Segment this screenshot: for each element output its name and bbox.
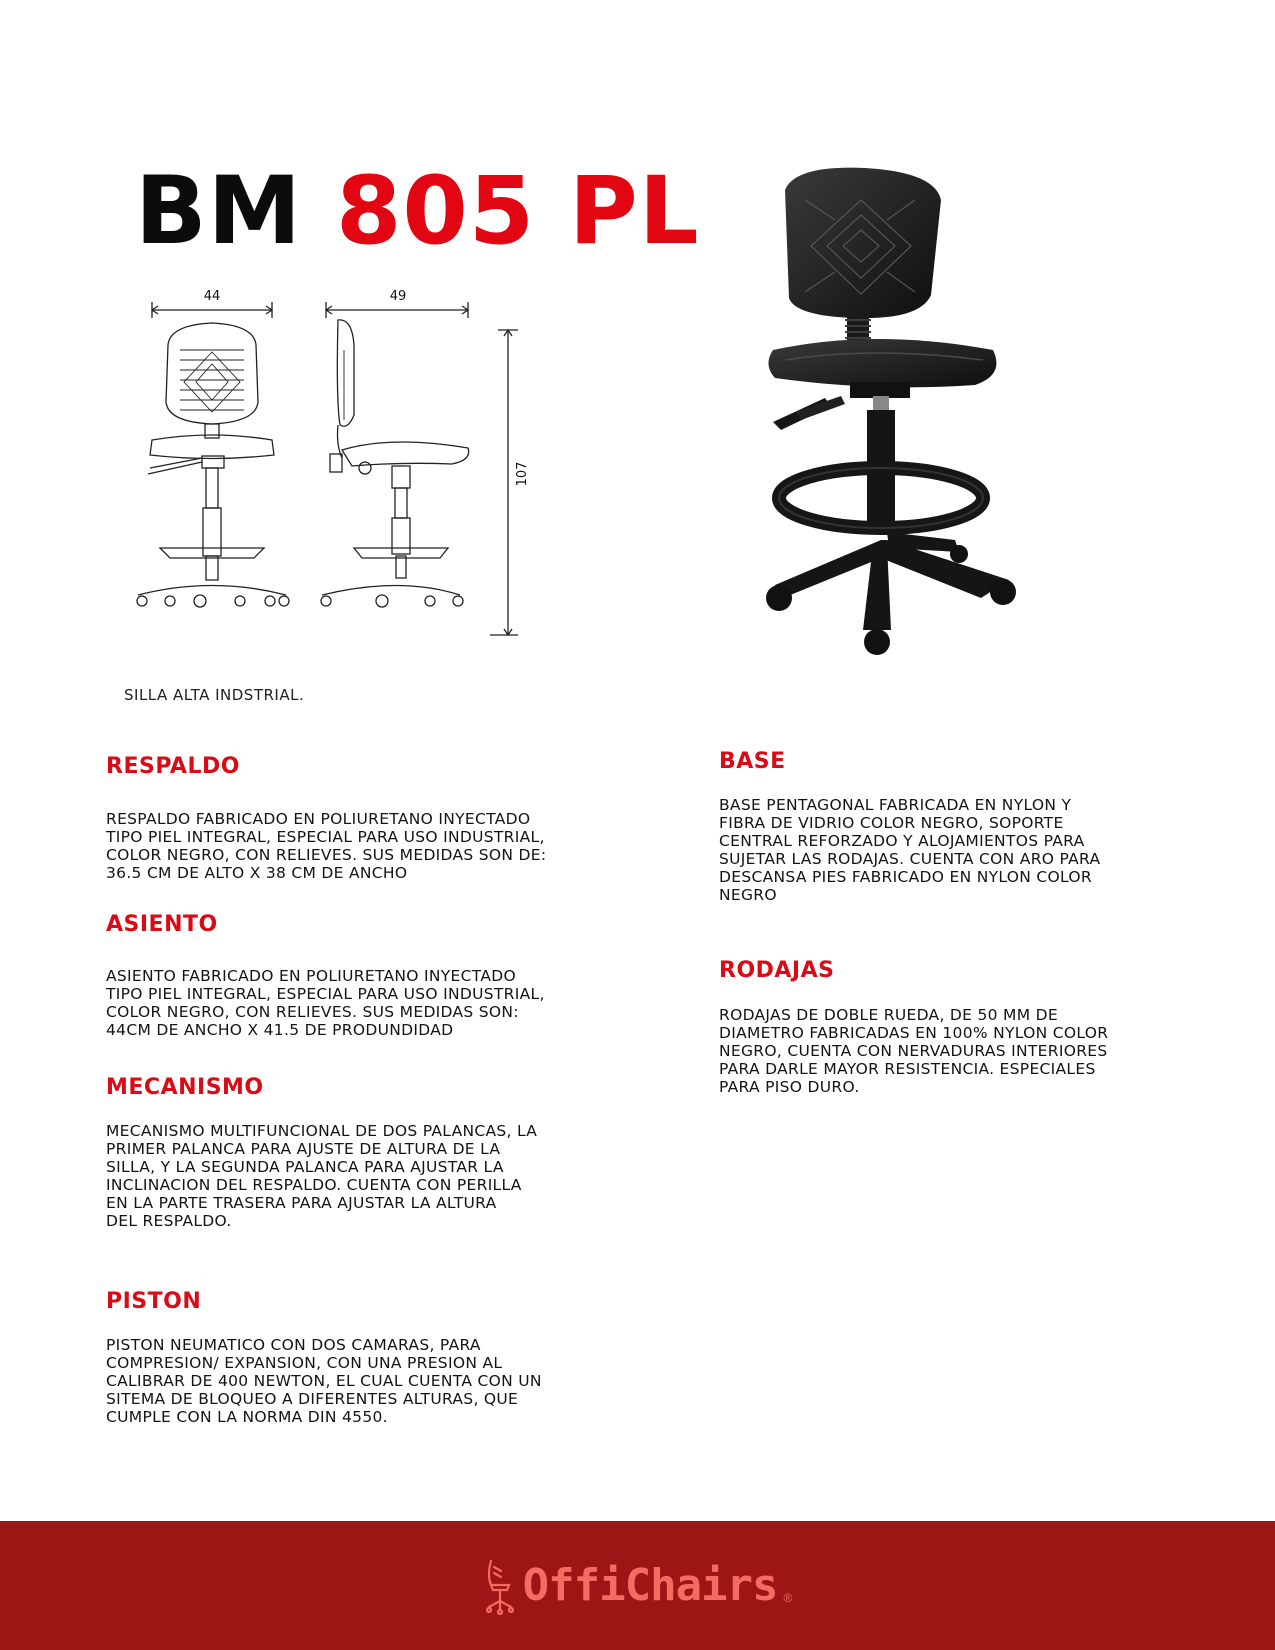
base-line: NEGRO bbox=[719, 886, 777, 904]
piston-description bbox=[106, 1336, 606, 1426]
mecanismo-line: INCLINACION DEL RESPALDO. CUENTA CON PERILLA bbox=[106, 1176, 522, 1194]
rodajas-line: RODAJAS DE DOBLE RUEDA, DE 50 MM DE bbox=[719, 1006, 1058, 1024]
registered-mark: ® bbox=[783, 1590, 793, 1605]
asiento-line: ASIENTO FABRICADO EN POLIURETANO INYECTADO bbox=[106, 967, 516, 985]
asiento-heading: ASIENTO bbox=[106, 912, 218, 937]
base-heading: BASE bbox=[719, 749, 786, 774]
brand-logo bbox=[483, 1557, 793, 1615]
title-number: 805 PL bbox=[335, 157, 700, 266]
mecanismo-line: EN LA PARTE TRASERA PARA AJUSTAR LA ALTURA bbox=[106, 1194, 497, 1212]
dim-side-depth: 49 bbox=[389, 290, 407, 304]
asiento-description bbox=[106, 967, 606, 1039]
footer-bar bbox=[0, 1521, 1275, 1650]
mecanismo-line: SILLA, Y LA SEGUNDA PALANCA PARA AJUSTAR LA bbox=[106, 1158, 504, 1176]
product-subtitle: SILLA ALTA INDSTRIAL. bbox=[124, 686, 305, 704]
base-line: FIBRA DE VIDRIO COLOR NEGRO, SOPORTE bbox=[719, 814, 1064, 832]
brand-name: OffiChairs bbox=[522, 1560, 778, 1611]
piston-heading: PISTON bbox=[106, 1289, 202, 1314]
respaldo-description bbox=[106, 810, 606, 882]
dim-height: 107 bbox=[515, 461, 530, 487]
piston-line: CUMPLE CON LA NORMA DIN 4550. bbox=[106, 1408, 388, 1426]
respaldo-line: COLOR NEGRO, CON RELIEVES. SUS MEDIDAS SON DE: bbox=[106, 846, 547, 864]
base-line: CENTRAL REFORZADO Y ALOJAMIENTOS PARA bbox=[719, 832, 1085, 850]
asiento-line: 44CM DE ANCHO X 41.5 DE PRODUNDIDAD bbox=[106, 1021, 454, 1039]
rodajas-heading: RODAJAS bbox=[719, 958, 835, 983]
technical-drawing bbox=[130, 290, 550, 650]
piston-line: CALIBRAR DE 400 NEWTON, EL CUAL CUENTA CON UN bbox=[106, 1372, 542, 1390]
rodajas-line: NEGRO, CUENTA CON NERVADURAS INTERIORES bbox=[719, 1042, 1108, 1060]
rodajas-line: DIAMETRO FABRICADAS EN 100% NYLON COLOR bbox=[719, 1024, 1109, 1042]
dim-front-width: 44 bbox=[203, 290, 221, 304]
base-line: SUJETAR LAS RODAJAS. CUENTA CON ARO PARA bbox=[719, 850, 1101, 868]
respaldo-line: RESPALDO FABRICADO EN POLIURETANO INYECTADO bbox=[106, 810, 531, 828]
rodajas-description bbox=[719, 1006, 1219, 1096]
product-photo bbox=[755, 160, 1075, 700]
respaldo-heading: RESPALDO bbox=[106, 754, 240, 779]
respaldo-line: TIPO PIEL INTEGRAL, ESPECIAL PARA USO INDUSTRIAL, bbox=[106, 828, 545, 846]
piston-line: SITEMA DE BLOQUEO A DIFERENTES ALTURAS, QUE bbox=[106, 1390, 519, 1408]
mecanismo-heading: MECANISMO bbox=[106, 1075, 264, 1100]
rodajas-line: PARA PISO DURO. bbox=[719, 1078, 860, 1096]
mecanismo-description bbox=[106, 1122, 606, 1230]
base-description bbox=[719, 796, 1219, 904]
base-line: DESCANSA PIES FABRICADO EN NYLON COLOR bbox=[719, 868, 1092, 886]
mecanismo-line: PRIMER PALANCA PARA AJUSTE DE ALTURA DE LA bbox=[106, 1140, 501, 1158]
rodajas-line: PARA DARLE MAYOR RESISTENCIA. ESPECIALES bbox=[719, 1060, 1096, 1078]
mecanismo-line: MECANISMO MULTIFUNCIONAL DE DOS PALANCAS, LA bbox=[106, 1122, 538, 1140]
title-model: BM bbox=[135, 157, 303, 266]
respaldo-line: 36.5 CM DE ALTO X 38 CM DE ANCHO bbox=[106, 864, 408, 882]
base-line: BASE PENTAGONAL FABRICADA EN NYLON Y bbox=[719, 796, 1072, 814]
piston-line: PISTON NEUMATICO CON DOS CAMARAS, PARA bbox=[106, 1336, 481, 1354]
mecanismo-line: DEL RESPALDO. bbox=[106, 1212, 232, 1230]
asiento-line: COLOR NEGRO, CON RELIEVES. SUS MEDIDAS SON: bbox=[106, 1003, 519, 1021]
asiento-line: TIPO PIEL INTEGRAL, ESPECIAL PARA USO INDUSTRIAL, bbox=[106, 985, 545, 1003]
chair-logo-icon bbox=[483, 1557, 517, 1615]
product-title bbox=[135, 157, 700, 266]
piston-line: COMPRESION/ EXPANSION, CON UNA PRESION AL bbox=[106, 1354, 503, 1372]
